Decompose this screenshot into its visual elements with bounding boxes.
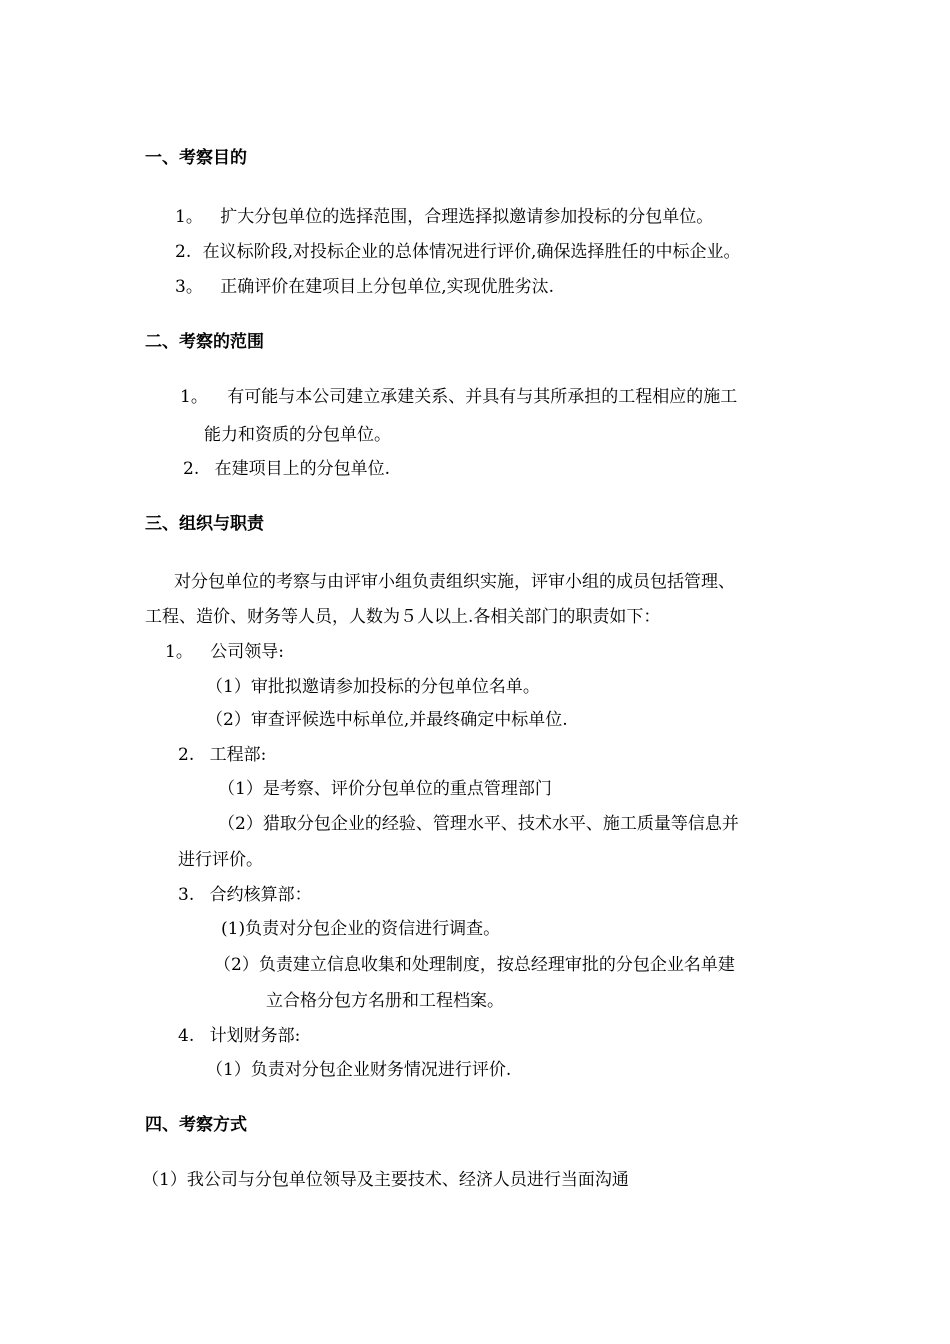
dept-name: 公司领导: xyxy=(210,642,284,662)
duty-line: （2）猎取分包企业的经验、管理水平、技术水平、施工质量等信息并 xyxy=(218,814,739,834)
item-number: 3. xyxy=(178,885,195,905)
section-heading-3: 三、组织与职责 xyxy=(145,514,264,534)
item-number: 4. xyxy=(178,1026,195,1046)
method-line: （1）我公司与分包单位领导及主要技术、经济人员进行当面沟通 xyxy=(142,1170,629,1190)
paragraph-line: 对分包单位的考察与由评审小组负责组织实施，评审小组的成员包括管理、 xyxy=(174,572,735,592)
duty-continuation: 立合格分包方名册和工程档案。 xyxy=(266,991,504,1011)
duty-line: （1）负责对分包企业财务情况进行评价. xyxy=(206,1060,512,1080)
item-number: 3。 xyxy=(175,277,203,297)
dept-name: 工程部: xyxy=(209,745,267,765)
list-item-continuation: 能力和资质的分包单位。 xyxy=(204,425,391,445)
duty-continuation: 进行评价。 xyxy=(178,850,263,870)
item-text: 扩大分包单位的选择范围，合理选择拟邀请参加投标的分包单位。 xyxy=(220,207,714,227)
item-number: 1。 xyxy=(175,207,203,227)
list-item xyxy=(183,457,390,481)
duty-line: （2）负责建立信息收集和处理制度，按总经理审批的分包企业名单建 xyxy=(214,955,735,975)
section-heading-2: 二、考察的范围 xyxy=(145,332,264,352)
duty-line: （2）审查评候选中标单位,并最终确定中标单位. xyxy=(206,710,568,730)
list-item xyxy=(180,385,737,409)
duty-line: （1）是考察、评价分包单位的重点管理部门 xyxy=(218,779,552,799)
dept-name: 计划财务部: xyxy=(209,1026,301,1046)
section-heading-4: 四、考察方式 xyxy=(145,1115,247,1135)
list-item xyxy=(175,275,554,299)
item-text: 在议标阶段,对投标企业的总体情况进行评价,确保选择胜任的中标企业。 xyxy=(202,242,741,262)
dept-name: 合约核算部： xyxy=(209,885,312,905)
item-text: 有可能与本公司建立承建关系、并具有与其所承担的工程相应的施工 xyxy=(227,387,738,407)
duty-line: （1）审批拟邀请参加投标的分包单位名单。 xyxy=(206,677,540,697)
dept-item xyxy=(165,640,284,664)
item-number: 2. xyxy=(178,745,195,765)
item-number: 1。 xyxy=(180,387,208,407)
list-item xyxy=(175,240,740,264)
item-text: 在建项目上的分包单位. xyxy=(214,459,391,479)
paragraph-line: 工程、造价、财务等人员，人数为５人以上.各相关部门的职责如下： xyxy=(145,607,661,627)
item-number: 2. xyxy=(175,242,192,262)
item-number: 2. xyxy=(183,459,200,479)
item-text: 正确评价在建项目上分包单位,实现优胜劣汰. xyxy=(220,277,555,297)
duty-line: (1)负责对分包企业的资信进行调查。 xyxy=(221,919,501,939)
list-item xyxy=(175,205,713,229)
dept-item xyxy=(178,883,312,907)
section-heading-1: 一、考察目的 xyxy=(145,148,247,168)
item-number: 1。 xyxy=(165,642,193,662)
dept-item xyxy=(178,1024,300,1048)
dept-item xyxy=(178,743,266,767)
